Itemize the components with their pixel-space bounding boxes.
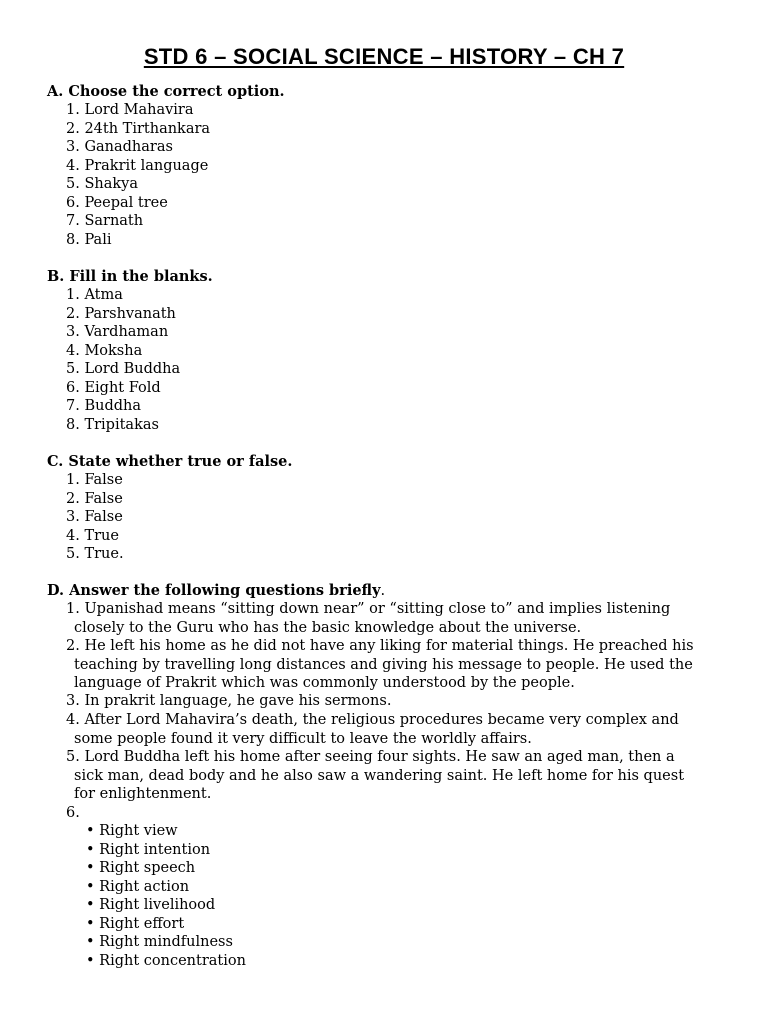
answer-line: 6. bbox=[66, 805, 80, 821]
section-c-heading: C. State whether true or false. bbox=[47, 453, 293, 470]
section-b-item: 2. Parshvanath bbox=[66, 306, 176, 322]
eightfold-path-item: • Right view bbox=[86, 823, 178, 839]
section-c-item: 5. True. bbox=[66, 546, 124, 562]
section-b-item: 4. Moksha bbox=[66, 343, 143, 359]
answer-4 bbox=[66, 711, 738, 748]
answer-line: 3. In prakrit language, he gave his sermons. bbox=[66, 693, 392, 709]
answer-line: some people found it very difficult to leave the worldly affairs. bbox=[74, 730, 532, 747]
eightfold-path-item: • Right action bbox=[86, 879, 190, 895]
section-a-item: 7. Sarnath bbox=[66, 213, 144, 229]
section-b-heading: B. Fill in the blanks. bbox=[47, 268, 213, 285]
section-c-item: 4. True bbox=[66, 528, 119, 544]
section-b-item: 1. Atma bbox=[66, 287, 123, 303]
section-a-item: 6. Peepal tree bbox=[66, 195, 168, 211]
answer-5 bbox=[66, 748, 738, 804]
section-a-item: 5. Shakya bbox=[66, 176, 138, 192]
section-a-item: 2. 24th Tirthankara bbox=[66, 121, 211, 137]
answer-line: language of Prakrit which was commonly understood by the people. bbox=[74, 675, 575, 692]
answer-line: sick man, dead body and he also saw a wandering saint. He left home for his quest bbox=[74, 767, 685, 784]
answer-line: closely to the Guru who has the basic knowledge about the universe. bbox=[74, 619, 582, 636]
answer-line: teaching by travelling long distances and giving his message to people. He used the bbox=[74, 656, 693, 673]
section-b-item: 3. Vardhaman bbox=[66, 324, 169, 340]
section-b-item: 5. Lord Buddha bbox=[66, 361, 181, 377]
section-a-item: 4. Prakrit language bbox=[66, 158, 209, 174]
section-b-item: 6. Eight Fold bbox=[66, 380, 161, 396]
answer-line: 2. He left his home as he did not have any liking for material things. He preached his bbox=[66, 638, 694, 654]
section-d-heading bbox=[47, 582, 385, 599]
eightfold-path-item: • Right concentration bbox=[86, 953, 246, 969]
section-a-heading: A. Choose the correct option. bbox=[47, 83, 285, 100]
eightfold-path-item: • Right livelihood bbox=[86, 897, 216, 913]
section-d-heading-text: D. Answer the following questions briefly bbox=[47, 582, 381, 599]
answer-2 bbox=[66, 637, 738, 693]
section-a-item: 3. Ganadharas bbox=[66, 139, 173, 155]
answer-line: 1. Upanishad means “sitting down near” or “sitting close to” and implies listening bbox=[66, 601, 671, 617]
answer-line: for enlightenment. bbox=[74, 786, 212, 803]
section-c-item: 1. False bbox=[66, 472, 123, 488]
section-b-item: 8. Tripitakas bbox=[66, 417, 159, 433]
answer-3 bbox=[66, 692, 738, 711]
answer-line: 5. Lord Buddha left his home after seeing four sights. He saw an aged man, then a bbox=[66, 749, 675, 765]
eightfold-path-item: • Right speech bbox=[86, 860, 196, 876]
answer-6 bbox=[66, 804, 738, 823]
page-title: STD 6 – SOCIAL SCIENCE – HISTORY – CH 7 bbox=[143, 44, 625, 69]
section-c-item: 2. False bbox=[66, 491, 123, 507]
section-b-item: 7. Buddha bbox=[66, 398, 141, 414]
section-c-item: 3. False bbox=[66, 509, 123, 525]
answer-1 bbox=[66, 600, 738, 637]
eightfold-path-item: • Right mindfulness bbox=[86, 934, 233, 950]
eightfold-path-item: • Right effort bbox=[86, 916, 185, 932]
eightfold-path-item: • Right intention bbox=[86, 842, 211, 858]
answer-line: 4. After Lord Mahavira’s death, the religious procedures became very complex and bbox=[66, 712, 679, 728]
section-a-item: 1. Lord Mahavira bbox=[66, 102, 194, 118]
section-d-heading-period: . bbox=[380, 583, 386, 599]
section-a-item: 8. Pali bbox=[66, 232, 112, 248]
